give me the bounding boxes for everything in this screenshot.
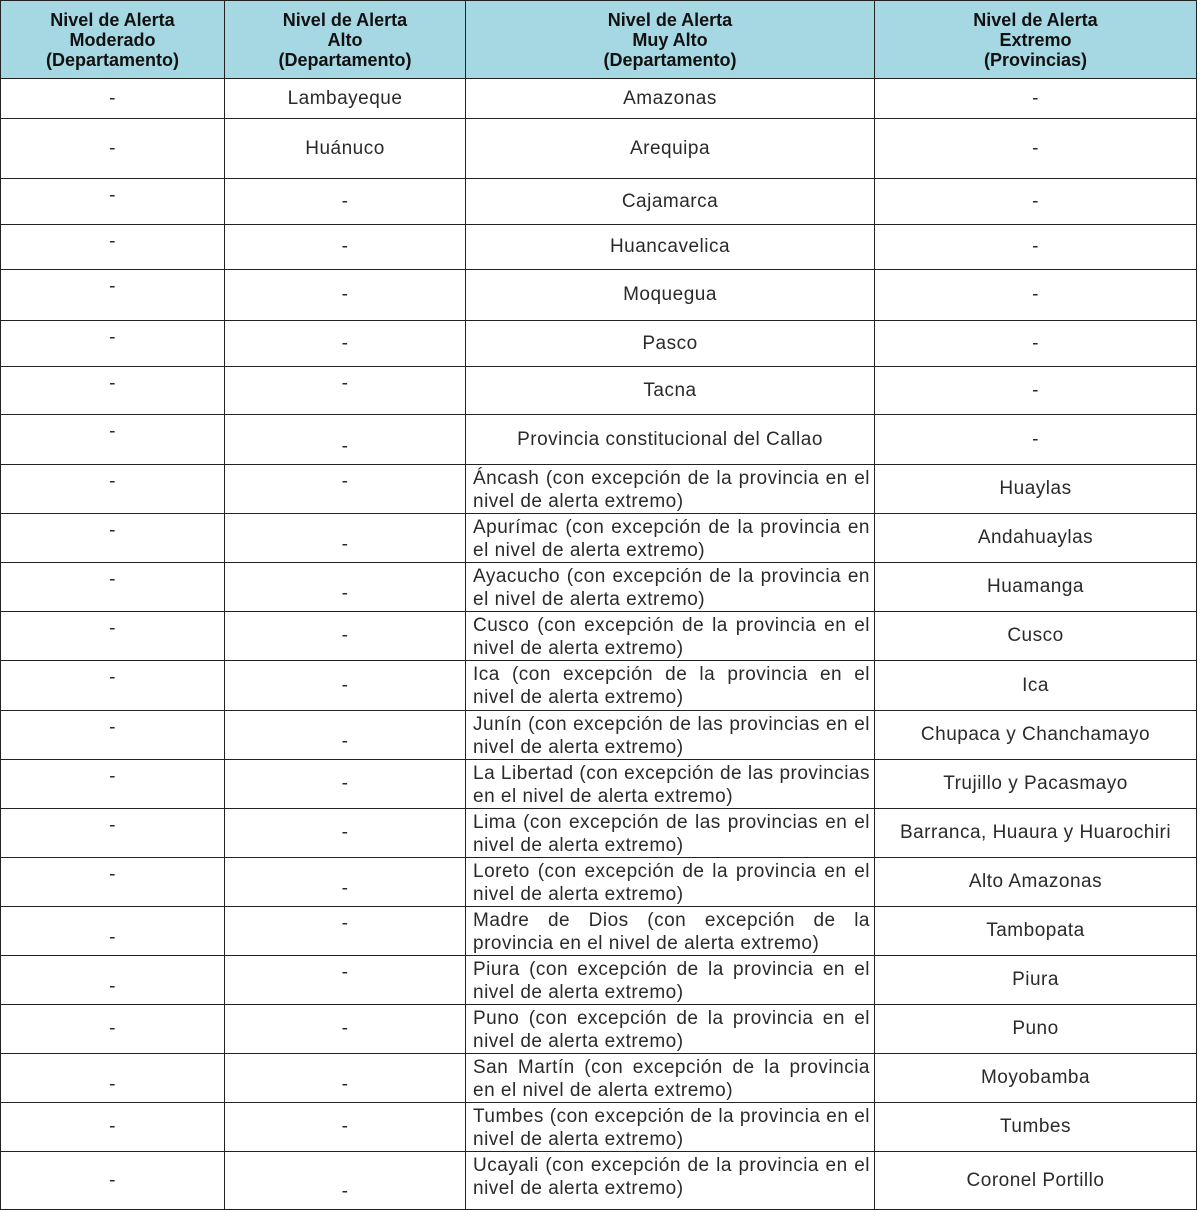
cell-muy-alto: Pasco (466, 321, 875, 367)
cell-alto: - (225, 612, 466, 661)
cell-muy-alto: Provincia constitucional del Callao (466, 415, 875, 465)
header-moderado: Nivel de Alerta Moderado (Departamento) (1, 1, 225, 79)
cell-muy-alto: Junín (con excepción de las provincias en el nivel de alerta extremo) (466, 711, 875, 760)
cell-muy-alto: Moquegua (466, 270, 875, 321)
cell-muy-alto: Loreto (con excepción de la provincia en el nivel de alerta extremo) (466, 858, 875, 907)
cell-extremo: Tumbes (875, 1103, 1197, 1152)
cell-muy-alto: Apurímac (con excepción de la provincia en el nivel de alerta extremo) (466, 514, 875, 563)
cell-muy-alto: Cajamarca (466, 179, 875, 225)
cell-alto: - (225, 415, 466, 465)
table-row (1, 321, 1197, 367)
table-row (1, 270, 1197, 321)
cell-muy-alto: Amazonas (466, 79, 875, 119)
cell-muy-alto: Piura (con excepción de la provincia en el nivel de alerta extremo) (466, 956, 875, 1005)
cell-muy-alto: Ica (con excepción de la provincia en el nivel de alerta extremo) (466, 661, 875, 711)
cell-moderado: - (1, 956, 225, 1005)
table-row (1, 612, 1197, 661)
cell-extremo: Alto Amazonas (875, 858, 1197, 907)
table-row (1, 760, 1197, 809)
cell-extremo: - (875, 225, 1197, 270)
table-row (1, 367, 1197, 415)
cell-extremo: Piura (875, 956, 1197, 1005)
cell-moderado: - (1, 514, 225, 563)
cell-moderado: - (1, 563, 225, 612)
cell-moderado: - (1, 270, 225, 321)
cell-moderado: - (1, 760, 225, 809)
cell-extremo: - (875, 415, 1197, 465)
cell-moderado: - (1, 711, 225, 760)
cell-moderado: - (1, 858, 225, 907)
cell-muy-alto: La Libertad (con excepción de las provincias en el nivel de alerta extremo) (466, 760, 875, 809)
table-row (1, 514, 1197, 563)
cell-alto: - (225, 225, 466, 270)
cell-alto: - (225, 858, 466, 907)
cell-alto: - (225, 711, 466, 760)
cell-moderado: - (1, 612, 225, 661)
cell-alto: Lambayeque (225, 79, 466, 119)
cell-alto: - (225, 907, 466, 956)
cell-extremo: Cusco (875, 612, 1197, 661)
table-row (1, 711, 1197, 760)
cell-muy-alto: Ayacucho (con excepción de la provincia en el nivel de alerta extremo) (466, 563, 875, 612)
cell-muy-alto: Arequipa (466, 119, 875, 179)
cell-alto: - (225, 809, 466, 858)
cell-muy-alto: Cusco (con excepción de la provincia en el nivel de alerta extremo) (466, 612, 875, 661)
cell-alto: - (225, 367, 466, 415)
cell-moderado: - (1, 119, 225, 179)
cell-extremo: - (875, 367, 1197, 415)
table-row (1, 858, 1197, 907)
cell-extremo: Moyobamba (875, 1054, 1197, 1103)
cell-muy-alto: Áncash (con excepción de la provincia en el nivel de alerta extremo) (466, 465, 875, 514)
cell-alto: - (225, 563, 466, 612)
cell-alto: - (225, 514, 466, 563)
cell-extremo: Huamanga (875, 563, 1197, 612)
cell-muy-alto: Huancavelica (466, 225, 875, 270)
cell-extremo: - (875, 119, 1197, 179)
table-row (1, 179, 1197, 225)
table-row (1, 465, 1197, 514)
table-body (1, 79, 1197, 1210)
table-row (1, 1054, 1197, 1103)
header-alto: Nivel de Alerta Alto (Departamento) (225, 1, 466, 79)
table-row (1, 119, 1197, 179)
table-row (1, 415, 1197, 465)
cell-muy-alto: San Martín (con excepción de la provincia en el nivel de alerta extremo) (466, 1054, 875, 1103)
cell-moderado: - (1, 661, 225, 711)
cell-muy-alto: Madre de Dios (con excepción de la provincia en el nivel de alerta extremo) (466, 907, 875, 956)
cell-extremo: Tambopata (875, 907, 1197, 956)
cell-extremo: Huaylas (875, 465, 1197, 514)
cell-alto: - (225, 1103, 466, 1152)
cell-extremo: Trujillo y Pacasmayo (875, 760, 1197, 809)
table-row (1, 1005, 1197, 1054)
cell-alto: Huánuco (225, 119, 466, 179)
cell-moderado: - (1, 1103, 225, 1152)
cell-moderado: - (1, 179, 225, 225)
cell-alto: - (225, 179, 466, 225)
cell-alto: - (225, 270, 466, 321)
cell-extremo: - (875, 79, 1197, 119)
table-row (1, 79, 1197, 119)
cell-extremo: Coronel Portillo (875, 1152, 1197, 1210)
cell-moderado: - (1, 465, 225, 514)
cell-moderado: - (1, 79, 225, 119)
cell-moderado: - (1, 1152, 225, 1210)
cell-alto: - (225, 661, 466, 711)
cell-moderado: - (1, 225, 225, 270)
cell-muy-alto: Tumbes (con excepción de la provincia en el nivel de alerta extremo) (466, 1103, 875, 1152)
table-row (1, 563, 1197, 612)
cell-extremo: - (875, 179, 1197, 225)
cell-moderado: - (1, 367, 225, 415)
table-row (1, 661, 1197, 711)
table-row (1, 809, 1197, 858)
cell-extremo: Chupaca y Chanchamayo (875, 711, 1197, 760)
header-muy-alto: Nivel de Alerta Muy Alto (Departamento) (466, 1, 875, 79)
cell-muy-alto: Tacna (466, 367, 875, 415)
cell-alto: - (225, 1005, 466, 1054)
cell-extremo: Andahuaylas (875, 514, 1197, 563)
cell-alto: - (225, 1152, 466, 1210)
cell-moderado: - (1, 321, 225, 367)
cell-muy-alto: Lima (con excepción de las provincias en el nivel de alerta extremo) (466, 809, 875, 858)
cell-muy-alto: Puno (con excepción de la provincia en el nivel de alerta extremo) (466, 1005, 875, 1054)
cell-alto: - (225, 465, 466, 514)
cell-extremo: Barranca, Huaura y Huarochiri (875, 809, 1197, 858)
table-row (1, 1152, 1197, 1210)
cell-alto: - (225, 321, 466, 367)
cell-extremo: Ica (875, 661, 1197, 711)
cell-alto: - (225, 1054, 466, 1103)
cell-extremo: - (875, 270, 1197, 321)
cell-muy-alto: Ucayali (con excepción de la provincia en el nivel de alerta extremo) (466, 1152, 875, 1210)
cell-moderado: - (1, 907, 225, 956)
header-extremo: Nivel de Alerta Extremo (Provincias) (875, 1, 1197, 79)
cell-moderado: - (1, 1054, 225, 1103)
table-row (1, 907, 1197, 956)
cell-extremo: Puno (875, 1005, 1197, 1054)
cell-moderado: - (1, 1005, 225, 1054)
cell-alto: - (225, 760, 466, 809)
header-row (1, 1, 1197, 79)
cell-alto: - (225, 956, 466, 1005)
cell-moderado: - (1, 809, 225, 858)
table-row (1, 1103, 1197, 1152)
cell-extremo: - (875, 321, 1197, 367)
table-row (1, 225, 1197, 270)
table-row (1, 956, 1197, 1005)
cell-moderado: - (1, 415, 225, 465)
